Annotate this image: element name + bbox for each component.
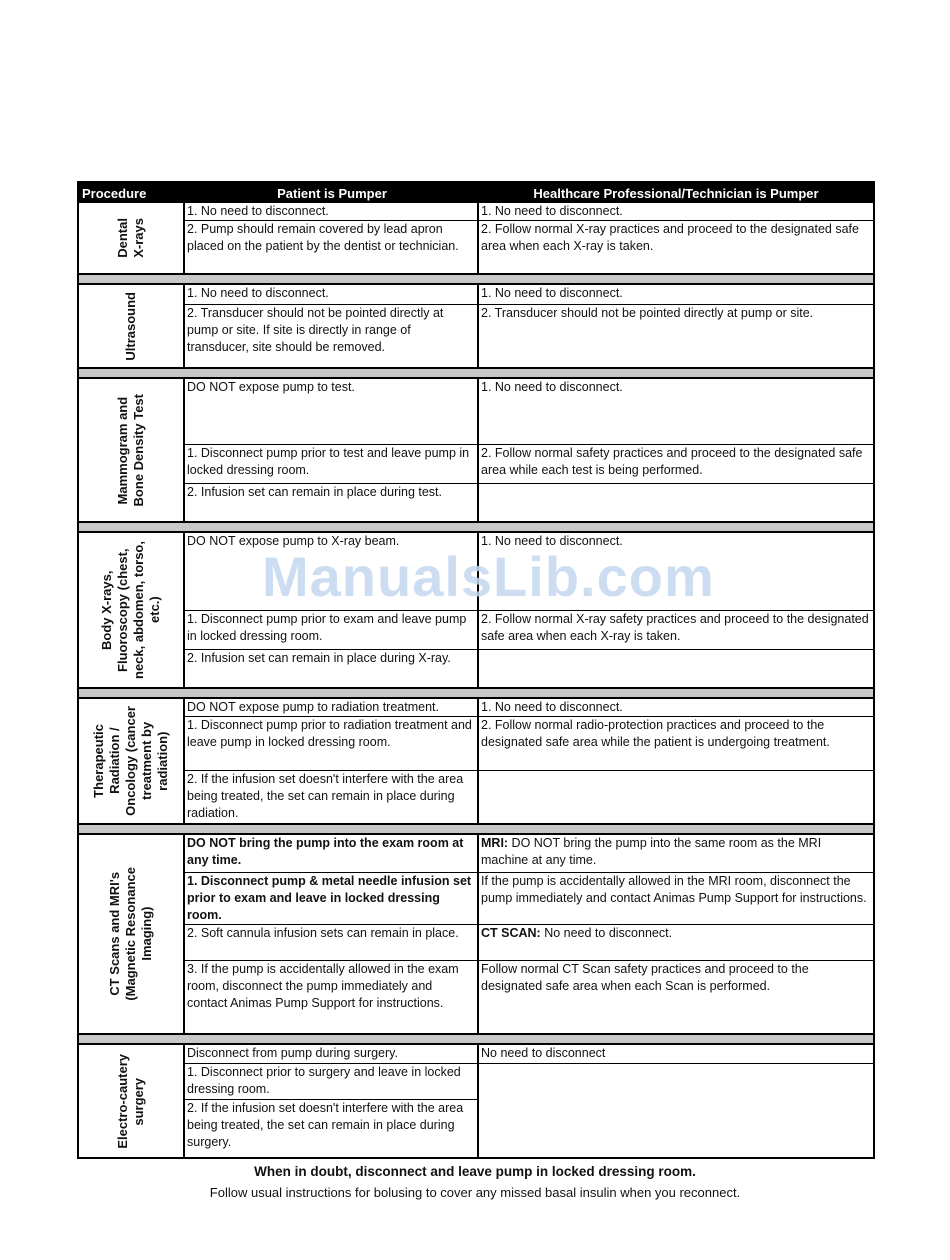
professional-col (479, 379, 873, 521)
table-cell: 1. No need to disconnect. (479, 379, 873, 445)
row-group-body-xrays (79, 533, 873, 687)
procedure-cell (79, 699, 185, 823)
procedure-cell (79, 1045, 185, 1157)
group-separator (79, 521, 873, 533)
procedure-label: Electro-cautery surgery (115, 1053, 146, 1149)
footer-note: Follow usual instructions for bolusing to cover any missed basal insulin when you reconnect. (209, 1185, 741, 1200)
table-cell: Follow normal CT Scan safety practices and proceed to the designated safe area when each Scan is performed. (481, 962, 809, 993)
table-cell (479, 835, 873, 873)
table-cell (479, 1064, 873, 1157)
table-cell: 1. No need to disconnect. (185, 203, 477, 221)
ct-label: CT SCAN: (481, 926, 541, 940)
table-cell: 1. Disconnect pump & metal needle infusion set prior to exam and leave in locked dressing room. (185, 873, 477, 925)
table-cell: 1. Disconnect prior to surgery and leave in locked dressing room. (185, 1064, 477, 1100)
table-cell: 1. Disconnect pump prior to exam and leave pump in locked dressing room. (185, 611, 477, 650)
watermark: ManualsLib.com (262, 545, 715, 608)
patient-col (185, 699, 479, 823)
professional-col (479, 285, 873, 367)
table-cell: 2. Follow normal radio-protection practices and proceed to the designated safe area while the patient is undergoing treatment. (479, 717, 873, 771)
header-procedure: Procedure (82, 185, 147, 201)
table-cell: 2. If the infusion set doesn't interfere with the area being treated, the set can remain in place during radiation. (187, 772, 464, 820)
table-cell: 1. No need to disconnect. (479, 533, 873, 611)
procedure-cell (79, 533, 185, 687)
row-group-dental (79, 203, 873, 273)
table-cell: 2. Soft cannula infusion sets can remain in place. (185, 925, 477, 961)
table-cell (479, 925, 873, 961)
table-cell: DO NOT bring the pump into the exam room at any time. (185, 835, 477, 873)
professional-col (479, 835, 873, 1033)
professional-col (479, 533, 873, 687)
mri-text: DO NOT bring the pump into the same room as the MRI machine at any time. (481, 836, 822, 867)
table-cell (479, 771, 873, 823)
procedure-label: Body X-rays, Fluoroscopy (chest, neck, abdomen, torso, etc.) (99, 541, 162, 679)
row-group-mammogram (79, 379, 873, 521)
table-cell: 1. No need to disconnect. (479, 699, 873, 717)
group-separator (79, 687, 873, 699)
table-cell: 3. If the pump is accidentally allowed in the exam room, disconnect the pump immediately and contact Animas Pump Support for instructions. (187, 962, 459, 1010)
patient-col (185, 1045, 479, 1157)
header-professional: Healthcare Professional/Technician is Pumper (533, 185, 819, 201)
procedures-table (77, 181, 875, 1159)
procedure-label: Mammogram and Bone Density Test (115, 393, 146, 507)
table-cell: 2. Infusion set can remain in place during X-ray. (187, 651, 451, 665)
professional-col (479, 203, 873, 273)
table-cell: 1. Disconnect pump prior to radiation treatment and leave pump in locked dressing room. (185, 717, 477, 771)
procedure-label: Ultrasound (123, 291, 138, 361)
procedure-label: Therapeutic Radiation / Oncology (cancer treatment by radiation) (91, 706, 170, 816)
procedure-cell (79, 285, 185, 367)
table-cell: DO NOT expose pump to X-ray beam. (185, 533, 477, 611)
table-cell: 2. If the infusion set doesn't interfere with the area being treated, the set can remain in place during surgery. (187, 1101, 464, 1149)
table-cell: 1. Disconnect pump prior to test and leave pump in locked dressing room. (185, 445, 477, 484)
procedure-cell (79, 203, 185, 273)
table-cell: 2. Transducer should not be pointed directly at pump or site. (481, 306, 814, 320)
table-cell: If the pump is accidentally allowed in the MRI room, disconnect the pump immediately and contact Animas Pump Support for instructions. (479, 873, 873, 925)
ct-text: No need to disconnect. (540, 926, 673, 940)
group-separator (79, 823, 873, 835)
table-cell: 2. Follow normal safety practices and proceed to the designated safe area while each test is being performed. (479, 445, 873, 484)
group-separator (79, 273, 873, 285)
table-cell: No need to disconnect (479, 1045, 873, 1064)
row-group-radiation (79, 699, 873, 823)
procedure-label: Dental X-rays (115, 218, 146, 258)
table-cell: 2. Infusion set can remain in place during test. (187, 485, 443, 499)
table-cell: 2. Pump should remain covered by lead apron placed on the patient by the dentist or technician. (187, 222, 459, 253)
mri-label: MRI: (481, 836, 509, 850)
table-cell: 1. No need to disconnect. (479, 285, 873, 305)
patient-col (185, 835, 479, 1033)
table-cell: 2. Follow normal X-ray practices and proceed to the designated safe area when each X-ray is taken. (481, 222, 859, 253)
table-cell: 2. Follow normal X-ray safety practices and proceed to the designated safe area when each X-ray is taken. (479, 611, 873, 650)
table-cell: 1. No need to disconnect. (479, 203, 873, 221)
professional-col (479, 699, 873, 823)
table-header (79, 183, 873, 203)
group-separator (79, 1033, 873, 1045)
table-cell: 1. No need to disconnect. (185, 285, 477, 305)
table-cell (479, 484, 873, 521)
procedure-cell (79, 379, 185, 521)
header-patient: Patient is Pumper (277, 185, 387, 201)
table-cell: 2. Transducer should not be pointed directly at pump or site. If site is directly in range of transducer, site should be removed. (187, 306, 444, 354)
table-cell: DO NOT expose pump to radiation treatment. (185, 699, 477, 717)
table-cell: Disconnect from pump during surgery. (185, 1045, 477, 1064)
row-group-ultrasound (79, 285, 873, 367)
row-group-electro-cautery (79, 1045, 873, 1157)
group-separator (79, 367, 873, 379)
patient-col (185, 285, 479, 367)
patient-col (185, 203, 479, 273)
patient-col (185, 379, 479, 521)
table-cell (479, 650, 873, 687)
patient-col (185, 533, 479, 687)
procedure-label: CT Scans and MRI's (Magnetic Resonance Imaging) (107, 867, 154, 1001)
footer-note-bold: When in doubt, disconnect and leave pump in locked dressing room. (254, 1164, 696, 1179)
procedure-cell (79, 835, 185, 1033)
row-group-ct-mri (79, 835, 873, 1033)
table-cell: DO NOT expose pump to test. (185, 379, 477, 445)
professional-col (479, 1045, 873, 1157)
